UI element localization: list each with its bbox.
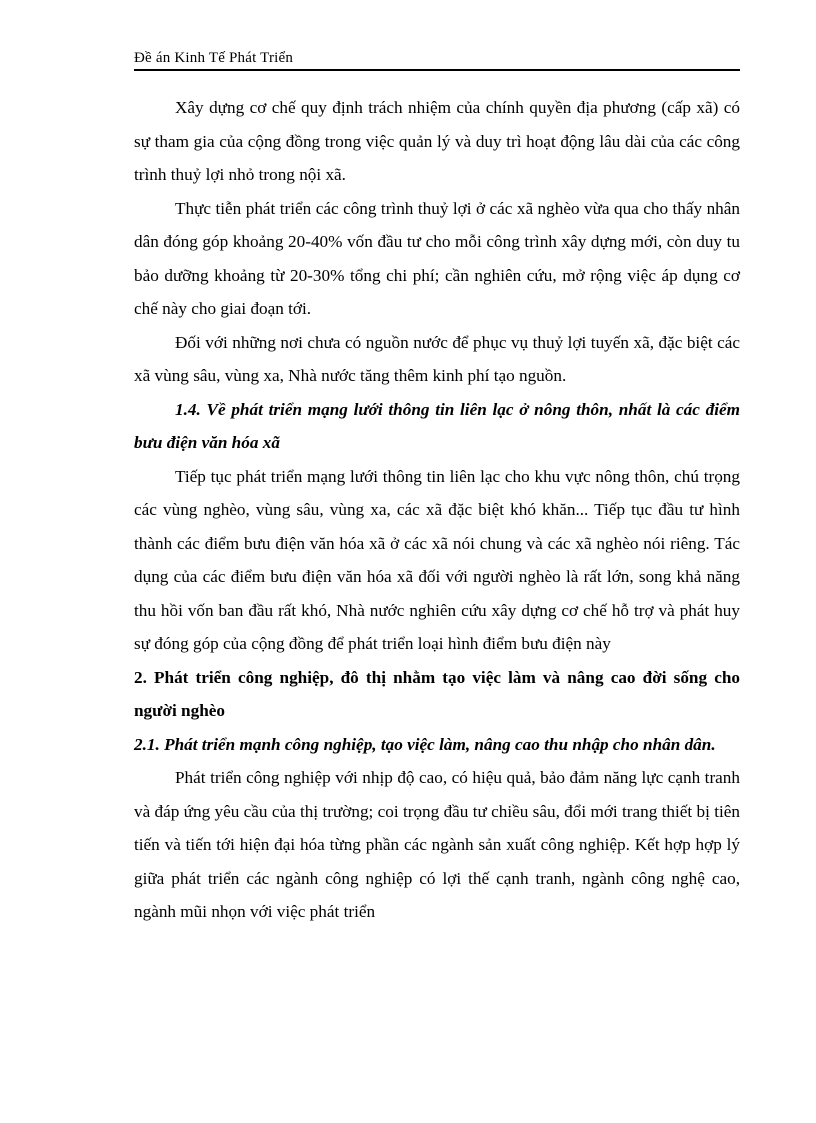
document-body xyxy=(134,91,740,929)
paragraph-water-source: Đối với những nơi chưa có nguồn nước để phục vụ thuỷ lợi tuyến xã, đặc biệt các xã vùng sâu, vùng xa, Nhà nước tăng thêm kinh phí tạo nguồn. xyxy=(134,332,740,385)
header-title: Đề án Kinh Tế Phát Triển xyxy=(134,50,294,66)
heading-section-2-1: 2.1. Phát triển mạnh công nghiệp, tạo việc làm, nâng cao thu nhập cho nhân dân. xyxy=(134,734,716,754)
paragraph-irrigation-practice: Thực tiễn phát triển các công trình thuỷ lợi ở các xã nghèo vừa qua cho thấy nhân dân đóng góp khoảng 20-40% vốn đầu tư cho mỗi công trình xây dựng mới, còn duy tu bảo dưỡng khoảng từ 20-30% tổng chi phí; cần nghiên cứu, mở rộng việc áp dụng cơ chế này cho giai đoạn tới. xyxy=(134,198,740,318)
paragraph-irrigation-responsibility: Xây dựng cơ chế quy định trách nhiệm của chính quyền địa phương (cấp xã) có sự tham gia của cộng đồng trong việc quản lý và duy trì hoạt động lâu dài của các công trình thuỷ lợi nhỏ trong nội xã. xyxy=(134,98,740,184)
paragraph-communication-network: Tiếp tục phát triển mạng lưới thông tin liên lạc cho khu vực nông thôn, chú trọng các vùng nghèo, vùng sâu, vùng xa, các xã đặc biệt khó khăn... Tiếp tục đầu tư hình thành các điểm bưu điện văn hóa xã ở các xã nói chung và các xã nghèo nói riêng. Tác dụng của các điểm bưu điện văn hóa xã đối với người nghèo là rất lớn, song khả năng thu hồi vốn ban đầu rất khó, Nhà nước nghiên cứu xây dựng cơ chế hỗ trợ và phát huy sự đóng góp của cộng đồng để phát triển loại hình điểm bưu điện này xyxy=(134,466,740,653)
heading-section-2: 2. Phát triển công nghiệp, đô thị nhằm tạo việc làm và nâng cao đời sống cho người nghèo xyxy=(134,667,740,720)
paragraph-industry-development: Phát triển công nghiệp với nhịp độ cao, có hiệu quả, bảo đảm năng lực cạnh tranh và đáp ứng yêu cầu của thị trường; coi trọng đầu tư chiều sâu, đổi mới trang thiết bị tiên tiến và tiến tới hiện đại hóa từng phần các ngành sản xuất công nghiệp. Kết hợp hợp lý giữa phát triển các ngành công nghiệp có lợi thế cạnh tranh, ngành công nghệ cao, ngành mũi nhọn với việc phát triển xyxy=(134,768,740,921)
heading-section-1-4: 1.4. Về phát triển mạng lưới thông tin liên lạc ở nông thôn, nhất là các điểm bưu điện văn hóa xã xyxy=(134,399,740,452)
page-header xyxy=(134,47,740,71)
